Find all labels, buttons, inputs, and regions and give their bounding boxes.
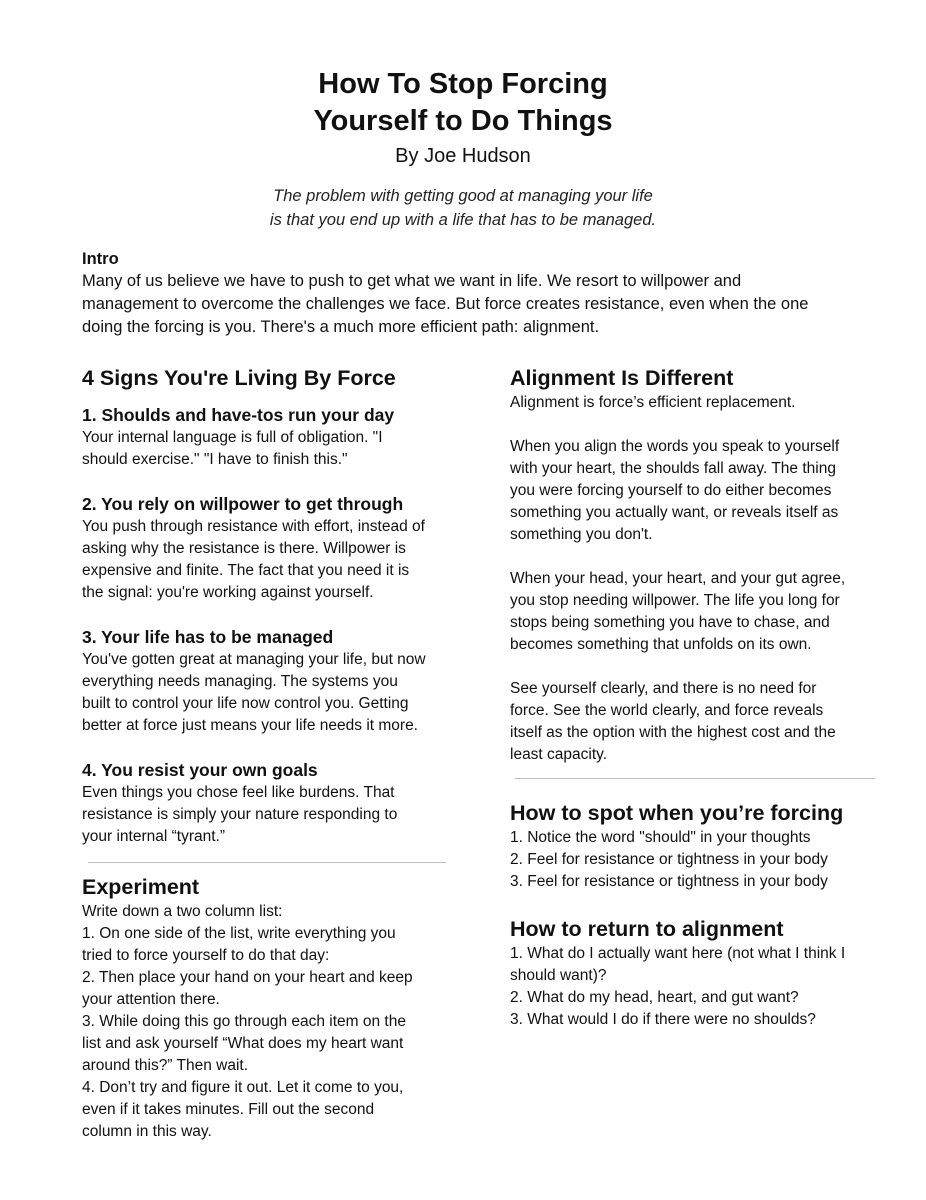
alignment-heading: Alignment Is Different <box>510 366 734 390</box>
sign-title: 1. Shoulds and have-tos run your day <box>82 405 395 425</box>
experiment-line: Write down a two column list: <box>82 903 283 920</box>
sign-item <box>82 493 452 604</box>
experiment-line: list and ask yourself “What does my heart want <box>82 1035 404 1052</box>
alignment-line: with your heart, the shoulds fall away. The thing <box>510 460 836 477</box>
alignment-line: something you actually want, or reveals itself as <box>510 504 839 521</box>
experiment-line: your attention there. <box>82 991 220 1008</box>
page-title <box>0 66 926 140</box>
sign-line: expensive and finite. The fact that you need it is <box>82 562 410 579</box>
spot-item: 3. Feel for resistance or tightness in your body <box>510 873 828 890</box>
quote-line-1: The problem with getting good at managing your life <box>273 187 653 205</box>
experiment-line: tried to force yourself to do that day: <box>82 947 330 964</box>
sign-body <box>82 516 452 604</box>
title-line-2: Yourself to Do Things <box>313 105 613 137</box>
experiment-body <box>82 901 452 1143</box>
return-item: 1. What do I actually want here (not what I think I <box>510 945 846 962</box>
sign-body <box>82 427 452 471</box>
sign-line: should exercise." "I have to finish this." <box>82 451 348 468</box>
alignment-line: itself as the option with the highest cost and the <box>510 724 836 741</box>
sign-line: You've gotten great at managing your life, but now <box>82 651 426 668</box>
experiment-line: around this?” Then wait. <box>82 1057 249 1074</box>
sign-body <box>82 782 452 848</box>
intro-line: Many of us believe we have to push to get what we want in life. We resort to willpower and <box>82 272 742 290</box>
alignment-line: least capacity. <box>510 746 608 763</box>
alignment-line: becomes something that unfolds on its own. <box>510 636 812 653</box>
intro-line: doing the forcing is you. There's a much more efficient path: alignment. <box>82 318 600 336</box>
return-list <box>510 943 880 1031</box>
sign-line: your internal “tyrant.” <box>82 828 225 845</box>
spot-heading: How to spot when you’re forcing <box>510 801 844 825</box>
experiment-line: 1. On one side of the list, write everything you <box>82 925 396 942</box>
sign-line: You push through resistance with effort, instead of <box>82 518 425 535</box>
sign-line: the signal: you're working against yourself. <box>82 584 374 601</box>
sign-line: everything needs managing. The systems you <box>82 673 398 690</box>
experiment-line: column in this way. <box>82 1123 212 1140</box>
alignment-line: When you align the words you speak to yourself <box>510 438 840 455</box>
sign-title: 3. Your life has to be managed <box>82 627 334 647</box>
alignment-line: See yourself clearly, and there is no need for <box>510 680 817 697</box>
return-heading: How to return to alignment <box>510 917 784 941</box>
section-divider <box>88 862 446 863</box>
alignment-line: stops being something you have to chase, and <box>510 614 830 631</box>
experiment-heading: Experiment <box>82 875 200 899</box>
sign-title: 2. You rely on willpower to get through <box>82 494 404 514</box>
sign-line: asking why the resistance is there. Willpower is <box>82 540 406 557</box>
sign-item <box>82 759 452 848</box>
return-item: should want)? <box>510 967 607 984</box>
epigraph-quote <box>0 184 926 232</box>
alignment-line: When your head, your heart, and your gut agree, <box>510 570 846 587</box>
author-byline: By Joe Hudson <box>395 145 531 167</box>
alignment-para <box>510 568 880 656</box>
signs-heading: 4 Signs You're Living By Force <box>82 366 396 390</box>
title-line-1: How To Stop Forcing <box>318 68 608 100</box>
sign-body <box>82 649 452 737</box>
sign-line: resistance is simply your nature responding to <box>82 806 398 823</box>
sign-line: built to control your life now control you. Getting <box>82 695 409 712</box>
intro-section <box>82 248 872 339</box>
experiment-line: even if it takes minutes. Fill out the second <box>82 1101 375 1118</box>
spot-list <box>510 827 880 893</box>
alignment-line: Alignment is force’s efficient replacement. <box>510 394 796 411</box>
alignment-para <box>510 436 880 546</box>
sign-title: 4. You resist your own goals <box>82 760 318 780</box>
experiment-line: 4. Don’t try and figure it out. Let it come to you, <box>82 1079 404 1096</box>
return-item: 3. What would I do if there were no shoulds? <box>510 1011 816 1028</box>
sign-item <box>82 404 452 471</box>
sign-line: better at force just means your life needs it more. <box>82 717 418 734</box>
spot-item: 2. Feel for resistance or tightness in your body <box>510 851 828 868</box>
intro-body <box>82 270 872 339</box>
alignment-line: you were forcing yourself to do either becomes <box>510 482 832 499</box>
return-item: 2. What do my head, heart, and gut want? <box>510 989 799 1006</box>
quote-line-2: is that you end up with a life that has to be managed. <box>269 211 657 229</box>
sign-item <box>82 626 452 737</box>
left-column <box>82 364 452 1143</box>
sign-line: Your internal language is full of obligation. "I <box>82 429 383 446</box>
intro-heading: Intro <box>82 250 119 268</box>
intro-line: management to overcome the challenges we face. But force creates resistance, even when the one <box>82 295 809 313</box>
experiment-line: 3. While doing this go through each item on the <box>82 1013 406 1030</box>
section-divider <box>515 778 875 779</box>
alignment-para <box>510 678 880 766</box>
sign-line: Even things you chose feel like burdens. That <box>82 784 395 801</box>
alignment-para <box>510 392 880 414</box>
right-column <box>510 364 880 1031</box>
alignment-line: something you don't. <box>510 526 653 543</box>
alignment-line: you stop needing willpower. The life you long for <box>510 592 840 609</box>
alignment-line: force. See the world clearly, and force reveals <box>510 702 824 719</box>
experiment-line: 2. Then place your hand on your heart and keep <box>82 969 413 986</box>
spot-item: 1. Notice the word "should" in your thoughts <box>510 829 811 846</box>
